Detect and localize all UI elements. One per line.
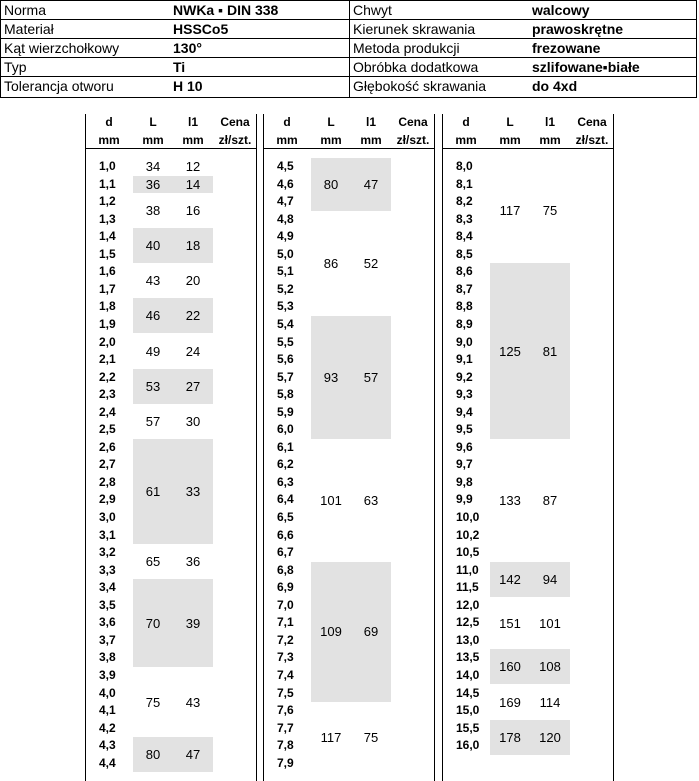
diameter-value: 3,8 xyxy=(99,650,116,665)
diameter-value: 7,4 xyxy=(277,667,294,682)
length-L-value: 34 xyxy=(145,159,161,175)
column-unit-L: mm xyxy=(499,133,521,147)
diameter-value: 1,8 xyxy=(99,299,116,314)
diameter-value: 3,4 xyxy=(99,580,116,595)
length-l1-value: 75 xyxy=(363,729,379,745)
diameter-value: 6,4 xyxy=(277,492,294,507)
diameter-value: 2,5 xyxy=(99,422,116,437)
diameter-value: 4,4 xyxy=(99,755,116,770)
diameter-value: 16,0 xyxy=(456,738,480,753)
length-l1-value: 108 xyxy=(539,659,561,675)
diameter-value: 9,9 xyxy=(456,492,473,507)
spec-row-line xyxy=(0,57,697,58)
diameter-value: 5,0 xyxy=(277,246,294,261)
diameter-value: 2,2 xyxy=(99,369,116,384)
diameter-value: 5,2 xyxy=(277,281,294,296)
diameter-value: 12,0 xyxy=(456,597,480,612)
table-border-left xyxy=(263,114,264,781)
diameter-value: 14,5 xyxy=(456,685,480,700)
diameter-value: 6,8 xyxy=(277,562,294,577)
diameter-value: 2,9 xyxy=(99,492,116,507)
length-l1-value: 101 xyxy=(539,615,561,631)
length-l1-value: 20 xyxy=(185,273,201,289)
column-unit-price: zł/szt. xyxy=(218,133,252,147)
diameter-value: 6,7 xyxy=(277,545,294,560)
spec-value: 130° xyxy=(173,40,202,56)
length-L-value: 133 xyxy=(499,492,521,508)
diameter-value: 10,0 xyxy=(456,510,480,524)
diameter-value: 3,3 xyxy=(99,562,116,577)
length-L-value: 43 xyxy=(145,273,161,289)
length-l1-value: 47 xyxy=(185,747,201,763)
diameter-value: 1,0 xyxy=(99,159,116,173)
spec-label: Kierunek skrawania xyxy=(353,21,476,37)
diameter-value: 3,6 xyxy=(99,615,116,630)
diameter-value: 8,9 xyxy=(456,316,473,331)
diameter-value: 15,0 xyxy=(456,703,480,718)
diameter-value: 5,9 xyxy=(277,404,294,419)
diameter-value: 6,2 xyxy=(277,457,294,472)
diameter-value: 7,6 xyxy=(277,703,294,718)
diameter-value: 3,2 xyxy=(99,545,116,560)
diameter-value: 9,4 xyxy=(456,404,473,419)
diameter-value: 9,0 xyxy=(456,334,473,349)
diameter-value: 5,1 xyxy=(277,264,294,279)
length-l1-value: 30 xyxy=(185,413,201,429)
diameter-value: 6,9 xyxy=(277,580,294,595)
diameter-value: 5,4 xyxy=(277,316,294,331)
diameter-value: 4,8 xyxy=(277,211,294,226)
diameter-value: 6,1 xyxy=(277,439,294,454)
length-L-value: 101 xyxy=(320,492,342,508)
length-l1-value: 36 xyxy=(185,554,201,570)
table-border-left xyxy=(442,114,443,781)
length-l1-value: 43 xyxy=(185,694,201,710)
spec-value: szlifowane▪białe xyxy=(532,59,640,75)
column-header-l1: l1 xyxy=(544,115,555,129)
length-l1-value: 24 xyxy=(185,343,201,359)
diameter-value: 7,5 xyxy=(277,685,294,700)
diameter-value: 2,4 xyxy=(99,404,116,419)
spec-value: HSSCo5 xyxy=(173,21,229,37)
diameter-value: 8,0 xyxy=(456,159,473,173)
length-l1-value: 120 xyxy=(539,729,561,745)
diameter-value: 7,0 xyxy=(277,597,294,612)
diameter-value: 6,3 xyxy=(277,474,294,489)
column-header-d: d xyxy=(462,115,470,129)
diameter-value: 1,5 xyxy=(99,246,116,261)
diameter-value: 3,0 xyxy=(99,510,116,524)
spec-label: Kąt wierzchołkowy xyxy=(4,40,120,56)
length-l1-value: 52 xyxy=(363,255,379,271)
length-l1-value: 47 xyxy=(363,176,379,192)
diameter-value: 10,5 xyxy=(456,545,480,560)
diameter-value: 8,8 xyxy=(456,299,473,314)
diameter-value: 1,9 xyxy=(99,316,116,331)
diameter-value: 4,5 xyxy=(277,159,294,173)
length-L-value: 65 xyxy=(145,554,161,570)
spec-value: frezowane xyxy=(532,40,601,56)
length-l1-value: 87 xyxy=(542,492,558,508)
size-table xyxy=(442,114,614,781)
diameter-value: 1,1 xyxy=(99,176,116,191)
diameter-value: 4,0 xyxy=(99,685,116,700)
table-border-right xyxy=(434,114,435,781)
diameter-value: 9,1 xyxy=(456,352,473,367)
column-header-L: L xyxy=(327,115,335,129)
diameter-value: 13,5 xyxy=(456,650,480,665)
diameter-value: 1,3 xyxy=(99,211,116,226)
diameter-value: 6,6 xyxy=(277,527,294,542)
length-l1-value: 16 xyxy=(185,203,201,219)
length-l1-value: 18 xyxy=(185,238,201,254)
column-header-d: d xyxy=(283,115,291,129)
diameter-value: 11,0 xyxy=(456,562,479,577)
diameter-value: 1,2 xyxy=(99,194,116,209)
diameter-value: 4,1 xyxy=(99,703,116,718)
diameter-value: 2,3 xyxy=(99,387,116,402)
column-unit-l1: mm xyxy=(182,133,204,147)
diameter-value: 8,4 xyxy=(456,229,473,244)
diameter-value: 7,7 xyxy=(277,720,294,735)
column-unit-l1: mm xyxy=(360,133,382,147)
column-unit-d: mm xyxy=(455,133,477,147)
diameter-value: 4,7 xyxy=(277,194,294,209)
length-l1-value: 22 xyxy=(185,308,201,324)
table-border-right xyxy=(613,114,614,781)
column-unit-price: zł/szt. xyxy=(396,133,430,147)
spec-label: Typ xyxy=(4,59,27,75)
diameter-value: 8,5 xyxy=(456,246,473,261)
length-L-value: 151 xyxy=(499,615,521,631)
spec-label: Norma xyxy=(4,2,47,18)
spec-label: Głębokość skrawania xyxy=(353,78,487,94)
header-separator xyxy=(263,148,435,149)
spec-label: Materiał xyxy=(4,21,54,37)
spec-row xyxy=(0,39,697,58)
spec-value: H 10 xyxy=(173,78,203,94)
length-L-value: 109 xyxy=(320,624,342,640)
diameter-value: 3,9 xyxy=(99,667,116,682)
diameter-value: 7,3 xyxy=(277,650,294,665)
table-border-left xyxy=(85,114,86,781)
diameter-value: 7,9 xyxy=(277,755,294,770)
diameter-value: 9,8 xyxy=(456,474,473,489)
diameter-value: 12,5 xyxy=(456,615,480,630)
diameter-value: 6,0 xyxy=(277,422,294,437)
length-l1-value: 33 xyxy=(185,483,201,499)
diameter-value: 9,5 xyxy=(456,422,473,437)
diameter-value: 4,3 xyxy=(99,738,116,753)
length-L-value: 61 xyxy=(145,483,161,499)
diameter-value: 3,5 xyxy=(99,597,116,612)
length-L-value: 125 xyxy=(499,343,521,359)
length-L-value: 117 xyxy=(499,203,521,219)
length-L-value: 178 xyxy=(499,729,521,745)
spec-value: prawoskrętne xyxy=(532,21,624,37)
diameter-value: 2,0 xyxy=(99,334,116,349)
column-header-l1: l1 xyxy=(365,115,376,129)
spec-row-line xyxy=(0,76,697,77)
diameter-value: 5,7 xyxy=(277,369,294,384)
diameter-value: 8,1 xyxy=(456,176,473,191)
spec-label: Chwyt xyxy=(353,2,392,18)
diameter-value: 14,0 xyxy=(456,667,480,682)
column-unit-L: mm xyxy=(320,133,342,147)
diameter-value: 8,3 xyxy=(456,211,473,226)
column-header-price: Cena xyxy=(577,115,607,129)
diameter-value: 4,6 xyxy=(277,176,294,191)
diameter-value: 1,4 xyxy=(99,229,116,244)
diameter-value: 3,1 xyxy=(99,527,116,542)
diameter-value: 4,9 xyxy=(277,229,294,244)
diameter-value: 11,5 xyxy=(456,580,479,595)
diameter-value: 4,2 xyxy=(99,720,116,735)
length-l1-value: 12 xyxy=(185,159,201,175)
diameter-value: 8,6 xyxy=(456,264,473,279)
diameter-value: 7,1 xyxy=(277,615,294,630)
length-l1-value: 63 xyxy=(363,492,379,508)
column-header-price: Cena xyxy=(398,115,428,129)
diameter-value: 8,7 xyxy=(456,281,473,296)
length-L-value: 40 xyxy=(145,238,161,254)
size-table xyxy=(263,114,435,781)
length-L-value: 86 xyxy=(323,255,339,271)
diameter-value: 3,7 xyxy=(99,632,116,647)
column-unit-d: mm xyxy=(98,133,120,147)
header-separator xyxy=(442,148,614,149)
length-L-value: 80 xyxy=(323,176,339,192)
spec-row-line xyxy=(0,19,697,20)
column-unit-d: mm xyxy=(276,133,298,147)
length-L-value: 46 xyxy=(145,308,161,324)
length-L-value: 49 xyxy=(145,343,161,359)
length-l1-value: 94 xyxy=(542,571,558,587)
column-header-L: L xyxy=(506,115,514,129)
diameter-value: 5,3 xyxy=(277,299,294,314)
diameter-value: 2,7 xyxy=(99,457,116,472)
spec-label: Metoda produkcji xyxy=(353,40,460,56)
column-unit-price: zł/szt. xyxy=(575,133,609,147)
length-l1-value: 39 xyxy=(185,615,201,631)
length-L-value: 142 xyxy=(499,571,521,587)
diameter-value: 2,1 xyxy=(99,352,116,367)
length-L-value: 57 xyxy=(145,413,161,429)
diameter-value: 13,0 xyxy=(456,632,480,647)
length-L-value: 160 xyxy=(499,659,521,675)
diameter-value: 2,8 xyxy=(99,474,116,489)
length-l1-value: 27 xyxy=(185,378,201,394)
length-l1-value: 57 xyxy=(363,369,379,385)
column-header-L: L xyxy=(149,115,157,129)
length-L-value: 75 xyxy=(145,694,161,710)
diameter-value: 1,7 xyxy=(99,281,116,296)
diameter-value: 9,3 xyxy=(456,387,473,402)
diameter-value: 9,7 xyxy=(456,457,473,472)
diameter-value: 9,6 xyxy=(456,439,473,454)
column-header-l1: l1 xyxy=(187,115,198,129)
column-unit-L: mm xyxy=(142,133,164,147)
length-l1-value: 81 xyxy=(542,343,558,359)
length-L-value: 36 xyxy=(145,176,161,192)
diameter-value: 10,2 xyxy=(456,527,480,542)
diameter-value: 15,5 xyxy=(456,720,480,735)
diameter-value: 7,2 xyxy=(277,632,294,647)
specification-table xyxy=(0,0,697,98)
spec-value: walcowy xyxy=(532,2,590,18)
diameter-value: 9,2 xyxy=(456,369,473,384)
length-L-value: 117 xyxy=(320,729,342,745)
length-L-value: 93 xyxy=(323,369,339,385)
column-unit-l1: mm xyxy=(539,133,561,147)
size-table xyxy=(85,114,257,781)
diameter-value: 5,5 xyxy=(277,334,294,349)
diameter-value: 5,8 xyxy=(277,387,294,402)
spec-row xyxy=(0,1,697,20)
spec-row-line xyxy=(0,38,697,39)
length-l1-value: 14 xyxy=(185,176,201,192)
spec-label: Obróbka dodatkowa xyxy=(353,59,479,75)
length-L-value: 80 xyxy=(145,747,161,763)
length-L-value: 38 xyxy=(145,203,161,219)
column-header-d: d xyxy=(105,115,113,129)
header-separator xyxy=(85,148,257,149)
length-l1-value: 114 xyxy=(539,694,561,710)
length-L-value: 169 xyxy=(499,694,521,710)
diameter-value: 5,6 xyxy=(277,352,294,367)
diameter-value: 2,6 xyxy=(99,439,116,454)
column-header-price: Cena xyxy=(220,115,250,129)
spec-value: do 4xd xyxy=(532,78,578,94)
length-l1-value: 69 xyxy=(363,624,379,640)
spec-row xyxy=(0,77,697,96)
length-L-value: 53 xyxy=(145,378,161,394)
diameter-value: 7,8 xyxy=(277,738,294,753)
spec-value: Ti xyxy=(173,59,186,75)
table-border-right xyxy=(256,114,257,781)
diameter-value: 6,5 xyxy=(277,510,294,524)
spec-row xyxy=(0,20,697,39)
spec-label: Tolerancja otworu xyxy=(4,78,114,94)
diameter-value: 8,2 xyxy=(456,194,473,209)
length-l1-value: 75 xyxy=(542,203,558,219)
length-L-value: 70 xyxy=(145,615,161,631)
spec-row xyxy=(0,58,697,77)
diameter-value: 1,6 xyxy=(99,264,116,279)
spec-value: NWKa ▪ DIN 338 xyxy=(173,2,279,18)
